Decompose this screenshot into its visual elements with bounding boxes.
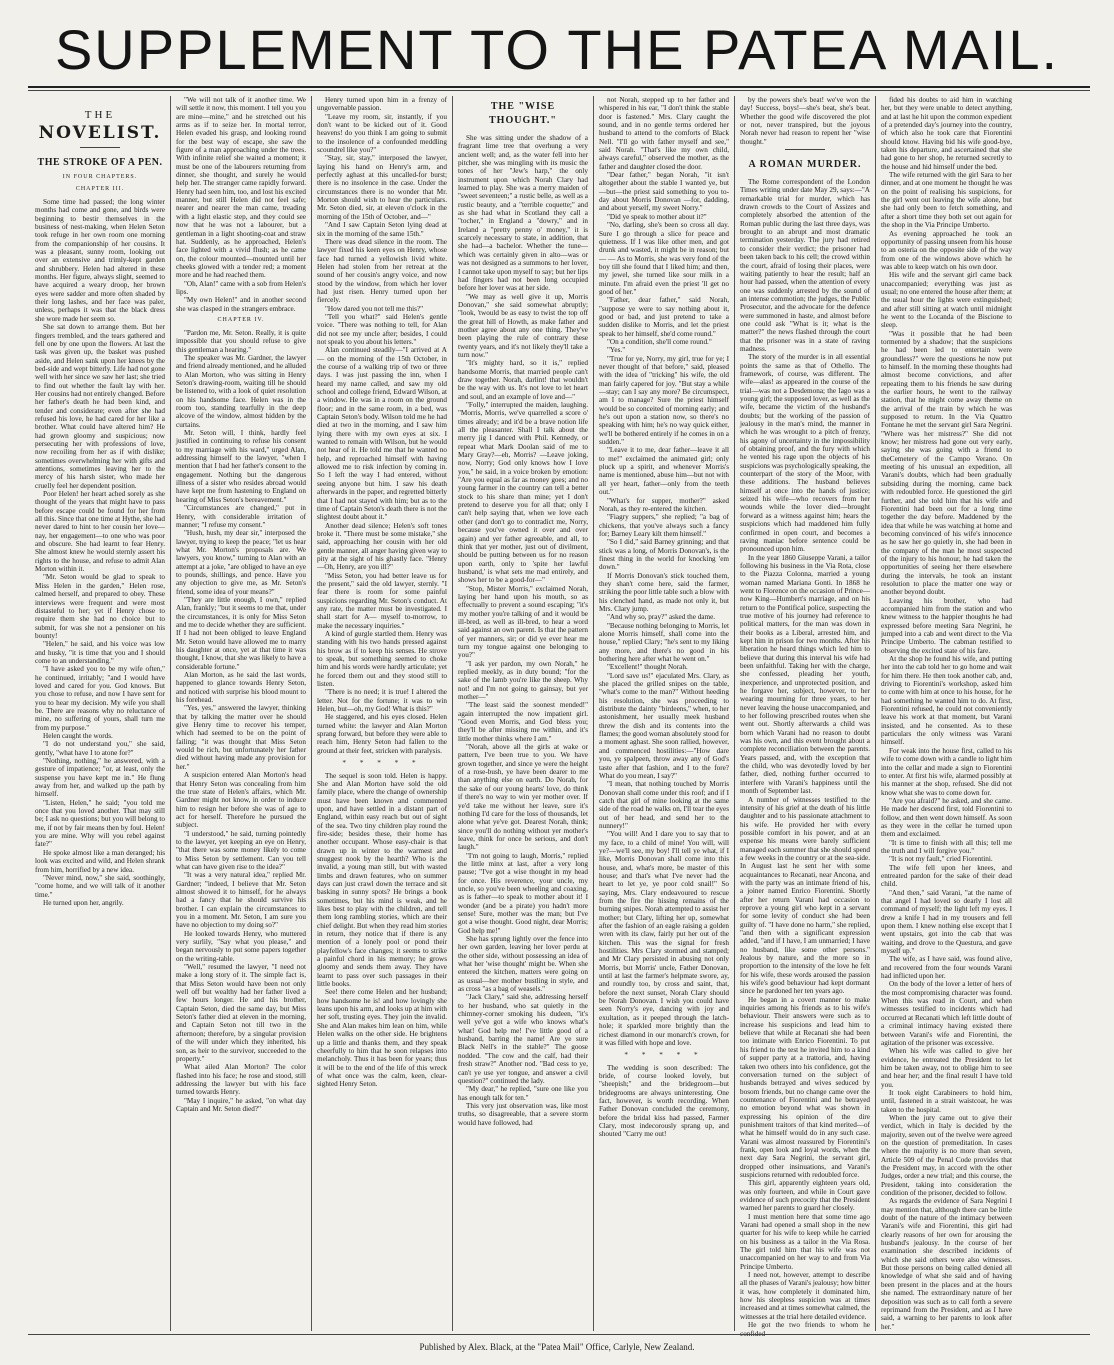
paragraph: "Yes, yes," answered the lawyer, thinking that by talking the matter over he should give Henry time to recover his temper, which had seemed to be on the point of failing; "it was thought that Miss Seton would be rich, but unfortunately her father died without having made any provision for her." — [176, 704, 306, 771]
paragraph: A suspicion entered Alan Morton's head that Henry Seton was concealing from him the true state of Helen's affairs, which Mr. Gardner might not know, in order to induce him to resign her before she was of age to act for herself. Therefore he pursued the subject. — [176, 771, 306, 830]
paragraph: Alan continued steadily—"I arrived at A— on the morning of the 15th October, in the course of a walking trip of two or three days. I was just passing the inn, when I heard my name called, and saw my old school and college friend, Edward Wilson, at a window. He was in a room on the ground floor; and in the same room, in a bed, was Captain Seton's body. Wilson told me he had died at two in the morning, and I saw him lying there with my own eyes at six. I wanted to remain with Wilson, but he would not hear of it. He told me that he wanted no help, and reproached himself with having allowed me to risk infection by coming in. So I left the way I had entered, without seeing anyone but him. I saw his death afterwards in the paper, and regretted bitterly that I had not stayed with him; but as to the time of Captain Seton's death there is not the slightest doubt about it." — [317, 346, 447, 522]
article-body — [881, 96, 1012, 1331]
paragraph: "Mr. Seton would be glad to speak to Miss Helen in the garden," Helen rose, calmed herself, and prepared to obey. These interviews were frequent and were most distasteful to her; yet if Henry chose to require them she had no choice but to submit, for was she not a pensioner on his bounty! — [35, 573, 165, 640]
article-body — [740, 96, 870, 146]
paragraph: "No, darling, she's been so cross all day. Sure I go through a slice for peace and quietness. If I was like other men, and got drunk and wasted, it might be in reason; but — — As to Morris, she was very fond of the boy till she found that I liked him; and then, my jewel, she turned like sour milk in a minute. I'm afraid even the priest 'll get no good of her." — [599, 221, 729, 296]
paragraph: The Rome correspondent of the London Times writing under date May 29, says:—"A remarkable trial for murder, which has drawn crowds to the Court of Assizes and completely absorbed the attention of the Roman public during the last three days, was brought to an abrupt and most dramatic termination yesterday. The jury had retired to consider their verdict; the prisoner had been taken back to his cell; the crowd within the court, afraid of losing their places, were waiting patiently to hear the result; half an hour had passed, when the attention of every one was suddenly arrested by the sound of an intense commotion; the judges, the Public Prosecutor, and the advocate for the defence were summoned in haste, and almost before one could ask "What is it; what is the matter?" the news flashed through the court that the prisoner was in a state of raving madness. — [740, 178, 870, 353]
paragraph: "I'm not going to laugh, Morris," replied the little minx at last, after a very long pause; "I've got a wise thought in my head for once. His reverence, your uncle, my uncle, so you've been wheeling and coaxing, as is father—to speak to mother about it! I wonder (and be a pirate) you hadn't more sense! Sure, mother was the man; but I've got a wise thought. Good night, dear Morris; God help me!" — [458, 851, 588, 935]
paragraph: Henry turned upon him in a frenzy of ungovernable passion. — [317, 96, 447, 113]
masthead-rule — [28, 86, 1090, 88]
paragraph: He looked towards Henry, who muttered very surlily, "Say what you please," and began nervously to put some papers together on the writing-table. — [176, 929, 306, 963]
paragraph: This girl, apparently eighteen years old, was only fourteen, and while in Court gave evidence of such precocity that the President warned her parents to guard her closely. — [740, 1179, 870, 1213]
paragraph: He got the two friends to whom he confided — [740, 1321, 870, 1338]
heading-rule — [785, 149, 825, 150]
chapter-heading: CHAPTER IV. — [217, 316, 265, 323]
paragraph: "Never mind, now," she said, soothingly, "come home, and we will talk of it another time." — [35, 873, 165, 899]
article-body — [176, 96, 306, 313]
article-body — [599, 1064, 729, 1139]
publisher-footer: Published by Alex. Black, at the "Patea Mail" Office, Carlyle, New Zealand. — [419, 1342, 695, 1352]
paragraph: I need not, however, attempt to describe all the phases of Varani's jealousy; how bitter it was, how completely it dominated him, how his sleepless suspicion was at times increased and at times somewhat calmed, the witnesses at the trial here detailed evidence. — [740, 1271, 870, 1321]
paragraph: "It was a very natural idea," replied Mr. Gardner; "indeed, I believe that Mr. Seton almost showed it to himself, for he always had a fancy that he should survive his brother. I can explain the circumstances to you in a moment. Mr. Seton, I am sure you have no objection to my doing so?" — [176, 871, 306, 930]
story-title: THE STROKE OF A PEN. — [37, 157, 163, 168]
paragraph: "Are you afraid?" he asked, and she came. He made her descend first, told Fiorentini to follow, and then went down himself. As soon as they were in the cellar he turned upon them and exclaimed. — [881, 796, 1012, 839]
paragraph: The speaker was Mr. Gardner, the lawyer and friend already mentioned, and he alluded to Alan Morton, who was sitting in Henry Seton's drawing-room, waiting till he should be listened to, with a look of quiet resolution on his handsome face. Helen was in the room too, standing tearfully in the deep alcove of the window, almost hidden by the curtains. — [176, 353, 306, 429]
paragraph: "How dared you not tell me this?" — [325, 304, 424, 313]
paragraph: "Father, dear father," said Norah, "suppose ye were to say nothing about it, good or bad, and just pretend to take a sudden dislike to Morris, and let the priest speak to her himself, she'd come round." — [599, 296, 729, 338]
article-body — [317, 96, 447, 755]
paragraph: "Was it possible that he had been tormented by a shadow; that the suspicions he had been led to entertain were groundless?" were the questions he now put to himself. In the morning these thoughts had almost become convictions, and after repeating them to his friends he saw during the earlier hours, he went to the railway station, that he might come away theme on the arrival of the train by which he was supposed to return. In the Via Quattro Fontane he met the servant girl Sara Negrini. "Where was her mistress?" She did not know; her mistress had gone out very early, saying she was going with a friend to theCemetery of the Campo Verano. On meeting of his unusual an expedition, all Varani's doubts, which had been gradually subsiding during the morning, came back with redoubled force. He questioned the girl further, and she told him that his wife and Fiorentini had been out for a long time together the day before. Maddened by the idea that while he was watching at home and becoming convinced of his wife's innocence as he saw her go quietly in, she had been in the company of the man he most suspected of the injury to his honour, he had taken the opportunities of seeing her there elsewhere during the intervals, he took an instant resolution to place the matter one way or another beyond doubt. — [881, 329, 1012, 597]
paragraph: "Leave my room, sir, instantly, if you don't want to be kicked out of it. Good heavens! do you think I am going to submit to the insolence of a confounded meddling scoundrel like you?" — [317, 112, 447, 155]
paragraph: "Leave it to me, dear father—leave it all to me!" exclaimed the animated girl; only pluck up a spirit, and whenever Morris's name is mentioned, abuse him—but not with all yer heart, father—only from the teeth out." — [599, 446, 729, 497]
paragraph: This very just observation was, like most truths, so disagreeable, that a severe storm would have followed, had — [458, 1101, 588, 1127]
paragraph: If Morris Donovan's stick touched them, they shan't come here, said the farmer, striking the poor little table such a blow with his clenched hand, as made not only it, but Mrs. Clary jump. — [599, 571, 729, 613]
paragraph: She sat down to arrange them. But her fingers trembled, and the tears gathered and fell one by one upon the flowers. At last the task was given up, the basket was pushed aside, and Helen sank upon her knees by the bed-side and wept bitterly. Life had not gone well with her since we saw her last; she tried to find out whether the fault lay with her. Her cousins had not entirely changed. Before her father's death he had been kind, and tender and considerate; even after she had refused his love, he had cared for her like a brother. What could have altered him? He had grown gloomy and suspicious; now persecuting her with professions of love, now recoiling from her as if with dislike; sometimes overwhelming her with gifts and attentions, sometimes leaving her to the mercy of his harsh sister, who made her cruelly feel her dependent position. — [35, 323, 165, 490]
paragraph: "On a condition, she'll come round." — [607, 337, 712, 346]
column-4 — [453, 96, 594, 1331]
paragraph: There was dead silence in the room. The lawyer fixed his keen eyes on Henry, whose face had turned a yellowish livid white. Helen had stolen from her retreat at the sound of her cousin's angry voice, and now stood by the window, from which her lover had just risen. Henry turned upon her fiercely. — [317, 237, 447, 305]
section-break: * * * * * — [342, 759, 422, 768]
paragraph: "Nothing, nothing," he answered, with a gesture of impatience; "or, at least, only the suspense you have kept me in." He flung away from her, and walked up the path by himself. — [35, 757, 165, 799]
paragraph: The wedding is soon described: The bride, of course looked lovely, but "sheepish;" and the bridegroom—but bridegrooms are always uninteresting. One fact, however, is worth recording. When Father Donovan concluded the ceremony, before the bridal kiss had passed, Farmer Clary, most indecorously sprang up, and shouted "Carry me out! — [599, 1063, 729, 1139]
article-heading: A ROMAN MURDER. — [748, 159, 862, 171]
paragraph: "Hush, hush, my dear sir," interposed the lawyer, trying to keep the peace; "let us hear what Mr. Morton's proposals are. We lawyers, you know," turning to Alan with an attempt at a joke, "are obliged to have an eye to pounds, shillings, and pence. Have you any objection to give me, as Mr. Seton's friend, some idea of your means?" — [176, 529, 306, 596]
paragraph: "What's for supper, mother?" asked Norah, as they re-entered the kitchen. — [599, 496, 729, 513]
paragraph: "I do not understand you," she said, gently, "what have I to atone for?" — [35, 740, 165, 757]
column-7 — [876, 96, 1017, 1331]
article-body — [317, 772, 447, 1089]
footer-rule — [28, 1334, 1090, 1335]
column-5 — [594, 96, 735, 1331]
paragraph: He turned upon her, angrily. — [43, 898, 124, 907]
paragraph: See! there come Helen and her husband; how handsome he is! and how lovingly she leans upon his arm, and looks up at him with her soft, trusting eyes. They join the invalid. She and Alan makes him lean on him, while Helen walks on the other side. He brightens up a little and thanks them, and they speak cheerfully to him that he soon relapses into melancholy. Thus it has been for years; thus it will be to the end of the life of this wreck of what once was the calm, keen, clear-sighted Henry Seton. — [317, 988, 447, 1089]
column-3 — [312, 96, 453, 1331]
story-subtitle: IN FOUR CHAPTERS. — [62, 174, 138, 180]
paragraph: "Miss Seton, you had better leave us for the present," said the old lawyer, sternly. "I fear there is room for some painful suspicions regarding Mr. Seton's conduct. At any rate, the matter must be investigated. I shall start for A— myself to-morrow, to make the necessary inquiries." — [317, 571, 447, 630]
paragraph: "Listen, Helen," he said; "you told me once that you loved another. That may still be; I ask no questions; but you will belong to me, if not by fair means then by foul. Helen! you are mine. Why will you rebel against fate?" — [35, 798, 165, 849]
paragraph: "Excellent!" thought Norah. — [607, 663, 688, 672]
paragraph: As evening approached he took an opportunity of passing unseen from his house to an osteria on the opposite side of the way from one of the windows above which he was able to keep watch on his own door. — [881, 229, 1012, 271]
paragraph: "Well," resumed the lawyer, "I need not make a long story of it. The simple fact is, that Miss Seton would have been not only well off but wealthy had her father lived a few hours longer. He and his brother, Captain Seton, died the same day, but Miss Seton's father died at eleven in the morning, and Captain Seton not till two in the afternoon; therefore, by a singular provision of the will under which they inherited, his son, as heir to the survivor, succeeded to the property." — [176, 963, 306, 1063]
paragraph: "Fiagry suppers," she replied; "a bag of chickens, that you've always such a fancy for; Barney Leary kilt them himself." — [599, 513, 729, 538]
paragraph: "Jack Clary," said she, addressing herself to her husband, who sat quietly in the chimney-corner smoking his dudeen, "it's well ye've got a wife who knows what's what! God help me! I've little good of a husband, barring the name! Are ye sure Black Nell's in the stable?" The goose nodded. "The cow and the calf, had their fresh straw?" Another nod. "Bad cess to ye, can't ye use yer tongue, and answer a civil question?" continued the lady. — [458, 993, 588, 1085]
paragraph: "We may as well give it up, Morris Donovan," she said somewhat abruptly; "look, 'twould be as easy to twist the top off the great hill of Howth, as make father and mother agree about any one thing. They've been playing the rule of contrary these twenty years, and it's not likely they'll take a turn now." — [458, 292, 588, 359]
article-body — [599, 96, 729, 1047]
paragraph: She has sprung lightly over the fence into her own garden, leaving her lover perdu at the other side, without possessing an idea of what her 'wise thought' might be. When she entered the kitchen, matters were going on as usual—her mother bustling in style, and as cross "as a bag of weasels." — [458, 935, 588, 994]
paragraph: For weak into the house first, called to his wife to come down with a candle to light him into the cellar and made a sign to Fiorentini to enter. At first his wife, alarmed possibly at his manner at the shop, refused. She did not know what she was to come down for. — [881, 746, 1012, 797]
paragraph: His wife and the servant girl came back unaccompanied; everything was just as usual; no one entered the house after them; at the usual hour the lights were extinguished; and after still sitting at watch until midnight he went to the Locanda of the Biscione to sleep. — [881, 271, 1012, 330]
paragraph: Helen caught the words. — [43, 732, 113, 740]
paragraph: It took eight Carabineers to hold him, until, fastened in a strait waistcoat, he was taken to the hospital. — [881, 1088, 1012, 1114]
paragraph: "Lord save us!" ejaculated Mrs. Clary, as she placed the grilled snipes on the table, "what's come to the man?" Without heeding his resolution, she was proceeding to distribute the dainty "birdeens," when, to her astonishment, her usually meek husband threw the dish and its contents into the flames; the good woman absolutely stood for a moment aghast. She soon rallied, however, and commenced hostilities:—"How dare you, ye spalpeen, throw away any of God's taste after that fashion, and I to the fore? What do you mean, I say?" — [599, 671, 729, 780]
article-body — [176, 329, 306, 1113]
paragraph: Poor Helen! her heart ached sorely as she thought of the years that might have to pass before escape could be found for her from all this. Since that one time at Hythe, she had never dared to hint to her cousin her love—nay, her engagement—to one who was poor and obscure. She had learnt to fear Henry. She almost knew he would sternly assert his rights to the house, and refuse to admit Alan Morton within it. — [35, 490, 165, 574]
paragraph: "There is no need; it is true! I altered the letter. Not for the fortune; it was to win Helen, but—oh, my God! What is this?" — [317, 688, 447, 714]
paragraph: A number of witnesses testified to the intensity of his grief at the death of his little daughter and to his passionate attachment to his wife. He provided her with every possible comfort in his power, and at an expense his means were barely sufficient managed each summer that she should spend a few weeks in the country or at the sea-side. In August last he sent her with some acquaintances to Recanati, near Ancona, and with the party was an intimate friend of his, a joiner named Enrico Fiorentini. Shortly after her return Varani had occasion to reprove a young girl who kept in a servant for some levity of conduct she had been guilty of. "I have done no harm," she replied, "and then with a significant expression added, "and if I have, I am unmarried; I have no husband, like some other persons." Jealous by nature, and the more so in proportion to the intensity of the love he felt for his wife, these words aroused the passion his wife's good behaviour had kept dormant since he pardoned her ten years ago. — [740, 795, 870, 996]
paragraph: "Yes." — [607, 346, 626, 355]
paragraph: Alan Morton, as he said the last words, happened to glance towards Henry Seton, and noticed with surprise his blood mount to his forehead. — [176, 671, 306, 705]
paragraph: by the powers she's beat! we've won the day! Success, boys!—she's beat, she's beat. Whether the good wife discovered the plot or not, never transpired, but the joyous Norah never had reason to repent her "wise thought." — [740, 96, 870, 146]
paragraph: "Because nothing belonging to Morris, let alone Morris himself, shall come into the house," replied Clary; "he's sent to my liking any more, and there's no good in his bothering here after what he went on." — [599, 621, 729, 664]
paragraph: When his wife was called to give her evidence, he entreated the President to let him be taken away, not to oblige him to see and hear her; and the final result I have told you. — [881, 1047, 1012, 1089]
paragraph: "Dear father," began Norah, "it isn't altogether about the stable I wanted ye, but—but—the priest said something to you to-day about Morris Donovan —for, dadding, and about yerself, my sweet Norry." — [599, 171, 729, 213]
paragraph: "They are little enough, I own," replied Alan, frankly; "but it seems to me that, under the circumstances, it is only for Miss Seton and me to decide whether they are sufficient. If I had not been obliged to leave England Mr. Seton would have allowed me to marry his daughter at once, yet at that time it was thought, I know, that she was likely to have a considerable fortune." — [176, 595, 306, 671]
paragraph: The wife fell upon her knees, and entreated pardon for the sake of their dead child. — [881, 863, 1012, 889]
paragraph: "True for ye, Norry, my girl, true for ye; I never thought of that before," said, pleased with the idea of "tricking" his wife, the old man fairly capered for joy. "But stay a while—stay; can I say any more? Be circumspect, am I to manage? Sure the priest himself would be so conceited of morning early; and he's out upon a station now, so there's no speaking with him; he's no way quick either, we'll be bothered entirely if he comes in on a sudden." — [599, 354, 729, 447]
paragraph: What ailed Alan Morton? The color flashed into his face; he rose and stood, still addressing the lawyer but with his face turned towards Henry. — [176, 1063, 306, 1097]
masthead-title: SUPPLEMENT TO THE PATEA MAIL. — [54, 18, 1060, 81]
paragraph: A kind of gurgle startled them. Henry was standing with his two hands pressed against his brow as if to keep his senses. He strove to speak, but something seemed to choke him and his words were hardly articulate; yet he forced them out and they stood still to listen. — [317, 630, 447, 689]
paragraph: "Pardon me, Mr. Seton. Really, it is quite impossible that you should refuse to give this gentleman a hearing." — [176, 328, 306, 354]
paragraph: "May I inquire," he asked, "on what day Captain and Mr. Seton died?" — [176, 1096, 306, 1113]
paragraph: The story of the murder is in all essential points the same as that of Othello. The framework, of course, was different. The wife—alas! as appeared in the course of the trial—was not a Desdemona; the Iago was a young girl; the supposed lover, as well as the wife, became the victim of the husband's doubts; but the working of the passion of jealousy in the man's mind, the manner in which he was wrought to a pitch of frenzy, his agony of uncertainty in the impossibility of obtaining proof, and the fury with which he vented his rage upon the objects of his suspicions was psychologically speaking, the counterpart of the story of the Moor, with these additions. The husband believes himself at once into the hands of justice; seized his wife—who recovers from her wounds while the lover died—brought forward as a witness against him; hears the suspicions which had maddened him fully confirmed in open court, and becomes a raving maniac before sentence could be pronounced upon him. — [740, 353, 870, 554]
paragraph: "Circumstances are changed," put in Henry, with considerable irritation of manner; "I refuse my consent." — [176, 504, 306, 529]
paragraph: In the year 1860 Giuseppe Varani, a tailor following his business in the Via Rota, close to the Piazza Colonna, married a young woman named Mariana Gonti. In 1868 he went to Florence on the occasion of Prince—now King—Humbert's marriage, and on his return to the Pontifical police, suspecting the true motive of his journey had reference to political matters, for the man was down in their books as a Liberal, arrested him, and kept him in prison for two months. After his liberation he heard things which led him to believe that during this interval his wife had been unfaithful. Taking her with the charge, she confessed, pleading her youth, inexperience, and unprotected position, and he forgave her, subject, however, to her wearing mourning for three years, to her never leaving the house unaccompanied, and to her following prescribed routes when she went out. Shortly afterwards a child was born which Varani had no reason to doubt was his own, and this event brought about a complete reconciliation between the parents. Years passed, and, with the exception that the child, who was devotedly loved by her father, died, nothing further occurred to interfere with Varani's happiness until the month of September last. — [740, 553, 870, 796]
paragraph: Another dead silence; Helen's soft tones broke it. "There must be some mistake," she said, approaching her cousin with her old gentle manner, all anger having given way to pity at the sight of his ghastly face. "Henry—Oh, Henry, are you ill?" — [317, 521, 447, 572]
paragraph: "Helen," he said, and his voice was low and husky, "it is time that you and I should come to an understanding." — [35, 640, 165, 665]
paragraph: Mr. Seton will, I think, hardly feel justified in continuing to refuse his consent to my marriage with his ward," urged Alan, addressing himself to the lawyer, "when I mention that I had her father's consent to the engagement. Nothing but the dangerous illness of a sister who resides abroad would have kept me from hastening to England on hearing of Miss Seton's bereavement." — [176, 429, 306, 504]
paragraph: At the shop he found his wife, and putting her into the cab told her to go home and wait for him there. He then took another cab, and, driving to Fiorentini's workshop, asked him to come with him at once to his house, for he had something he wanted him to do. At first, Fiorentini refused, he could not conveniently leave his work at that moment, but Varani insisted, and he consented. As to these particulars the only witness was Varani himself. — [881, 655, 1012, 747]
column-6 — [735, 96, 876, 1338]
article-body — [740, 178, 870, 1338]
paragraph: "I ask yer pardon, my own Norah," he replied meekly, as in duty bound; "for the sake of the lamb you're like the sheep. Why not! and I'm not going to gainsay, but yer mother—" — [458, 659, 588, 702]
paragraph: He began in a covert manner to make inquiries among his friends as to his wife's behaviour. Their answers were such as to increase his suspicions and lead him to believe that while at Recanati she had been too intimate with Enrico Fiorentini. To put his friend to the test he invited him to a kind of supper party at a trattoria, and, having taken two others into his confidence, got the conversation turned on the subject of husbands betrayed and wives seduced by bosom friends, but no change came over the countenance of Fiorentini and he betrayed no emotion beyond what was shown in expressing his opinion of the dire punishment traitors of that kind merited—of what he himself would do in any such case. Varani was almost reassured by Fiorentini's frank, open look and loyal words, when the next day Sara Negrini, the servant girl, dropped other insinuations, and Varani's suspicions returned with redoubled force. — [740, 995, 870, 1179]
paragraph: "Tell you what?" said Helen's gentle voice. "There was nothing to tell, for Alan did not see my uncle after; besides, I could not speak to you about his letters." — [317, 312, 447, 346]
paragraph: "The least said the soonest mended!" again interrupted the now impatient girl. "Good even Morris, and God bless you; they'll be after missing me within, and it's little mother thinks where I am." — [458, 701, 588, 743]
paragraph: She was sitting under the shadow of a fragrant lime tree that overhung a very ancient well; and, as the water fell into her pitcher, she was mingling with its music the tones of her "Jew's harp," the only instrument upon which Norah Clary had learned to play. She was a merry maiden of "sweet seventeen;" a rustic belle, as well as a rustic beauty, and a "terrible coquette;" and as she had what in Scotland they call a "tocher," in England a "dowry," and in Ireland a "pretty penny o' money," it is scarcely necessary to state, in addition, that she had—a bachelor. Whether the tune—which was certainly given in alto—was or was not designed as a summons to her lover, I cannot take upon myself to say; but her lips had fingers had not been long occupied before her lover was at her side. — [458, 134, 588, 293]
paragraph: "I have asked you to be my wife often," he continued, irritably; "and I would have loved and cared for you. God knows. But you chose to refuse, and now I have sent for you to hear my decision. My wife you shall be. There are reasons why no reluctance of mine, no suffering of yours, shall turn me from my purpose." — [35, 665, 165, 732]
paragraph: "Did ye speak to mother about it?" — [607, 212, 707, 221]
paragraph: The wife, as I have said, was found alive, and recovered from the four wounds Varani had inflicted upon her. — [881, 955, 1012, 981]
paragraph: When the jury came out to give their verdict, which in Italy is decided by the majority, seven out of the twelve were agreed on the question of premeditation. In cases where the majority is no more than seven, Article 509 of the Penal Code provides that the President may, in accord with the other Judges, order a new trial; and this course, the President, taking into consideration the condition of the prisoner, decided to follow. — [881, 1113, 1012, 1198]
section-label-the: THE — [84, 109, 116, 121]
column-2 — [171, 96, 312, 1331]
paragraph: not Norah, stepped up to her father and whispered in his ear, "I don't think the stable door is fastened." Mrs. Clary caught the sound, and in no gentle terms ordered her husband to attend to the comforts of Black Nell. "I'll go with father myself and see," said Norah. "That's like my own child, always careful," observed the mother, as the father and daughter closed the door. — [599, 96, 729, 171]
paragraph: "Oh, Alan!" came with a sob from Helen's lips. — [176, 279, 306, 296]
paragraph: On the body of the lover a letter of hers of the most compromising character was found. When this was read in Court, and when witnesses testified to incidents which had occurred at Recanati which left little doubt of a criminal intimacy having existed there between Varani's wife and Fiorentini, the agitation of the prisoner was excessive. — [881, 980, 1012, 1047]
paragraph: "It's mighty hard, so it is," replied handsome Morris, that married people can't draw together. Norah, darlint! that wouldn't be the way with us. It's not love to let heart and soul, and an example of love and—" — [458, 359, 588, 401]
paragraph: "Norah, above all the girls at wake or pattern, I've been true to you. We have grown together, and since ye were the height of a rose-bush, ye have been dearer to me than anything else on earth. Do Norah, for the sake of our young hearts' love, do think if there's no way to win yer mother over. If ye'd take me without her leave, sure it's nothing I'd care for the loss of thousands, let alone what ye've got. Dearest Norah, think; since you'll do nothing without yer mother's leave, think for once be serious, and don't laugh." — [458, 743, 588, 852]
paragraph: "Stay, sir, stay," interposed the lawyer, laying his hand on Henry's arm, and perfectly aghast at this uncalled-for burst; there is no insolence in the case. Under the circumstances there is no wonder that Mr. Morton should wish to hear the particulars. Mr. Seton died, sir, at eleven o'clock in the morning of the 15th of October, and—" — [317, 154, 447, 221]
masthead-rule-thin — [28, 90, 1090, 91]
paragraph: "My dear," he replied, "sure one like you has enough talk for ten." — [458, 1085, 588, 1102]
paragraph: "I understood," he said, turning pointedly to the lawyer, yet keeping an eye on Henry, "that there was some money likely to come to Miss Seton by settlement. Can you tell what can have given rise to the idea?" — [176, 829, 306, 871]
paragraph: "I mean, that nothing touched by Morris Donovan shall come under this roof; and if I catch that girl of mine looking at the same side of the road he walks on, I'll tear the eyes out of her head, and send her to the nunnery!" — [599, 780, 729, 830]
article-heading: THE "WISE THOUGHT." — [489, 101, 557, 126]
paragraph: "It is not my fault," cried Fiorentini. — [889, 855, 993, 864]
paragraph: "And then," said Varani, "at the name of that angel I had loved so dearly I lost all command of myself; the light left my eyes. I drew a knife I had in my trousers and fell upon them. I knew nothing else except that I went upstairs, got into the cab that was waiting, and drove to the Questura, and gave myself up." — [881, 888, 1012, 956]
paragraph: "So I did," said Barney grinning; and that stick was a long, of Morris Donovan's, is the finest thing in the world for knocking 'em down." — [599, 538, 729, 572]
section-break: * * * * * — [624, 1051, 704, 1060]
paragraph: Leaving his brother, who had accompanied him from the station and who knew witness to the happier thoughts he had expressed before meeting Sara Negrini, he jumped into a cab and went direct to the Via Principe Umberto. The cabman testified to observing the excited state of his fare. — [881, 596, 1012, 655]
section-title-novelist: NOVELIST. — [38, 123, 162, 143]
heading-rule — [80, 147, 120, 148]
paragraph: "We will not talk of it another time. We will settle it now, this moment. I tell you you are mine—mine," and he stretched out his arms as if to seize her. In mortal terror, Helen evaded his grasp, and looking round for the best way of escape, she saw the figure of a man approaching under the trees. With infinite relief she waited a moment; it must be one of the labourers returning from dinner, she thought, and surely he would help her. The stranger came rapidly forward. Henry had seen him, too, and lost his excited manner, but still Helen did not feel safe; nearer and nearer the man came, treading with a light elastic step, and they could see now that he was not a labourer, but a gentleman in a light shooting-coat and straw hat. Suddenly, as he approached, Helen's face lighted with a vivid flush; as he came on, the colour mounted—mounted until her cheeks glowed with a tender red; a moment more and he had reached them. — [176, 96, 306, 280]
paragraph: He spoke almost like a man deranged; his look was excited and wild, and Helen shrank from him, horrified by a new idea. — [35, 848, 165, 874]
paragraph: Some time had passed; the long winter months had come and gone, and birds were beginning to bestir themselves in the business of nest-making, when Helen Seton took refuge in her own room one morning from the companionship of her cousins. It was a pleasant, sunny room, looking out over an extensive and trimly-kept garden and shrubbery. Helen had altered in these months. Her figure, always slight, seemed to have acquired a weary droop, her brown eyes were sadder and more often shaded by their long lashes, and her face was paler, unless, perhaps it was that the black dress she wore made her seem so. — [35, 198, 165, 323]
chapter-heading: CHAPTER III. — [75, 186, 125, 192]
paragraph: The wife returned with the girl Sara to her dinner, and at one moment he thought he was on the point of realising his suspicions, for the girl went out leaving the wife alone, but she had only been to fetch something, and after a short time they both set out again for the shop in the Via Principe Umberto. — [881, 171, 1012, 230]
newspaper-columns — [30, 96, 1090, 1338]
paragraph: "And why so, pray?" asked the dame. — [607, 613, 716, 622]
paragraph: The sequel is soon told. Helen is happy. She and Alan Morton have sold the old family place, where the change of ownership must have been known and commented upon, and have settled in a distant part of England, within easy reach but out of sight of the sea. Two tiny children play round the fire-side; besides these, their home has another occupant. Whose easy-chair is that drawn up in winter to the warmest and snuggest nook by the hearth? Who is the invalid, a young man still, but with wasted limbs and drawn features, who on summer days can just crawl down the terrace and sit basking in sunny spots? He brings a book sometimes, but his mind is weak, and he likes best to play with the children, and tell them long rambling stories, which are their chief delight. But when they read him stories in return, they notice that if there is any mention of a lonely pool or pond their playfellow's face changes; it seems to strike a painful chord in his memory; he grows gloomy and sends them away. They have learnt to pass over such passages in their little books. — [317, 771, 447, 989]
column-1 — [30, 96, 171, 1331]
paragraph: As regards the evidence of Sara Negrini I may mention that, although there can be little doubt of the nature of the intimacy between Varani's wife and Fiorentini, this girl had clearly reasons of her own for arousing the husband's jealousy. In the course of her examination she described incidents of which she said others were also witnesses. But those persons on being called denied all knowledge of what she said and of having been present in the places and at the hours she named. The extraordinary nature of her deposition was such as to call forth a severe reprimand from the President, and as I have said, a warning to her parents to look after her." — [881, 1197, 1012, 1331]
article-body — [458, 134, 588, 1127]
paragraph: "My own Helen!" and in another second she was clasped in the strangers embrace. — [176, 296, 306, 313]
paragraph: "It is time to finish with all this; tell me the truth and I will forgive you." — [881, 838, 1012, 855]
paragraph: I must mention here that some time ago Varani had opened a small shop in the new quarter for his wife to keep while he carried on his business as a tailor in the Via Rosa. The girl told him that his wife was not unaccompanied on her way to and from Via Principe Umberto. — [740, 1212, 870, 1271]
paragraph: "And I saw Captain Seton lying dead at six in the morning of the same 15th." — [317, 221, 447, 238]
paragraph: He staggered, and his eyes closed. Helen turned white: the lawyer and Alan Morton sprang forward, but before they were able to reach him, Henry Seton had fallen to the ground at their feet, stricken with paralysis. — [317, 713, 447, 755]
article-body — [35, 198, 165, 907]
paragraph: "Stop, Mister Morris," exclaimed Norah, laying her hand upon his mouth, so as effectually to prevent a sound escaping; "it's my mother you're talking of and it would be ill-bred, as well as ill-bred, to hear a word said against an own parent. Is that the pattern of yer manners, sir; or did ye ever hear me turn my tongue against one belonging to you?" — [458, 584, 588, 660]
paragraph: "Folly," interrupted the maiden, laughing. "Morris, Morris, we've quarrelled a score o' times already; and it'd be a brave notion life all the pleasanter. Shall I talk about the merry jig I danced with Phil. Kennedy, or repeat what Mark Doolan said of me to Mary Gray?—eh, Morris? —Leave joking, now, Norry; God only knows how I love you," he said, in a voice broken by emotion: "Are you equal as far as money goes; and no young farmer in the country can tell a better stock to his share than mine; yet I don't pretend to deserve you for all that; only I can't help saying that, when we love each other (and don't go to contradict me, Norry, because you've owned it over and over again) and yer father agreeable, and all, to think that yer mother, just out of divilment, should be putting between us for no reason upon earth, only to 'spite her lawful husband,' is what sets me mad entirely, and shows her to be a good-for—" — [458, 401, 588, 585]
paragraph: fided his doubts to aid him in watching her, but they were unable to detect anything, and at last he hit upon the common expedient of a pretended day's journey into the country, of which also he took care that Fiorentini should know. Having bid his wife good-bye, taken his departure, and ascertained that she had gone to her shop, he returned secretly to the house and hid himself under the bed. — [881, 96, 1012, 171]
paragraph: "You will! And I dare you to say that to my face, to a child of mine! You will, will ye?—we'll see, my boy! I'll tell ye what, if I like, Morris Donovan shall come into this house, and, what's more, be master of this house; and that's what I've never had the heart to let ye, ye poor cold snail!" So saying, Mrs. Clary endeavoured to rescue from the fire the hissing remains of the burning snipes. Norah attempted to assist her mother; but Clary, lifting her up, somewhat after the fashion of an eagle raising a golden wren with its claw, fairly put her out of the kitchen. This was the signal for fresh hostilities. Mrs Clary stormed and stamped; and Mr Clary persisted in abusing not only Morris, but Morris' uncle, Father Donovan, until at last the farmer's helpmate swore, ay, and roundly too, by cross and saint, that, before the next sunset, Norah Clary should be Norah Donovan. I wish you could have seen Norry's eye, dancing with joy and exultation, as it peeped through the latch-hole; it sparkled more brightly than the richest diamond in our monarch's crown, for it was filled with hope and love. — [599, 830, 729, 1047]
